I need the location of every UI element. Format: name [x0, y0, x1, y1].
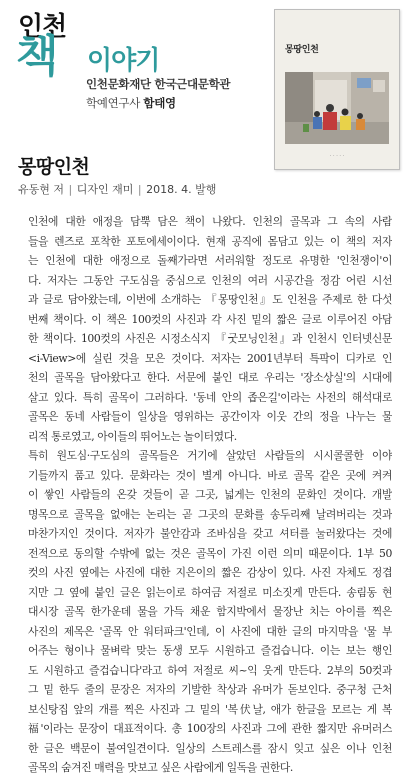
cover-photo [285, 72, 389, 144]
text-line: 한 글은 백문이 불여일견이다. 일상의 스트레스를 잠시 잊고 싶은 이나 인천 [28, 741, 392, 755]
cover-footer: · · · · · [329, 153, 345, 159]
text-line: 골목은 동네 사람들이 일상을 영위하는 공간이자 이웃 간의 정을 나누는 물 [28, 410, 392, 423]
book-date: 2018. 4. 발행 [146, 183, 217, 196]
paragraph-2 [17, 446, 392, 778]
text-line: 그 밑 한두 줄의 문장은 저자의 기발한 착상과 유머가 돋보인다. 중구청 근처 [28, 683, 392, 696]
text-line: 번째 책이다. 이 책은 100컷의 사진과 각 사진 밑의 짧은 글로 이루어진 아담 [28, 312, 392, 326]
column-title-story: 이야기 [87, 46, 160, 76]
text-line: 살고 있다. 특히 골목이 그러하다. '동네 안의 좁은길'이라는 사전의 해석대로 [28, 390, 392, 404]
meta-separator: | [137, 183, 142, 196]
cover-title: 몽땅인천 [285, 45, 319, 55]
text-line: 보신탕집 앞의 개를 찍은 사진과 그 밑의 '복伏날, 애가 한글을 모르는 게 복 [28, 702, 392, 716]
author-role: 학예연구사 [86, 96, 141, 110]
paragraph-1 [17, 212, 392, 446]
text-line: 특히 원도심·구도심의 골목들은 거기에 살았던 사람들의 시시콜콜한 이야 [28, 449, 392, 462]
text-line: 인천에 대한 애정을 담뿍 담은 책이 나왔다. 인천의 골목과 그 속의 사람 [28, 215, 392, 228]
text-line: 천의 골목을 담아왔다고 한다. 서문에 붙인 대로 우리는 '장소상실'의 시대에 [28, 371, 392, 384]
text-line: 들을 렌즈로 포착한 포토에세이이다. 현재 공직에 몸담고 있는 이 책의 저자 [28, 234, 392, 248]
book-author: 유동현 저 [18, 183, 65, 196]
text-line: 다. 저자는 그동안 구도심을 중심으로 인천의 여러 시공간을 정감 어린 시선 [28, 273, 392, 287]
book-meta [18, 181, 216, 197]
text-line: 지만 그 옆에 붙인 글은 읽는이로 하여금 저절로 미소짓게 만든다. 송림동 현 [28, 585, 392, 599]
text-line: 마찬가지인 것이다. 저자가 불안감과 조바심을 갖고 셔터를 눌러왔다는 것에 [28, 527, 392, 540]
author-name: 함태영 [143, 96, 176, 110]
text-line: 전적으로 동의할 수밖에 없는 것은 골목이 가진 이런 의미 때문이다. 1부 50 [28, 546, 392, 560]
text-line: 사진의 제목은 '골목 안 워터파크'인데, 이 사진에 대한 글의 마지막을 '물 부 [28, 624, 392, 638]
text-line: 명목으로 골목을 없애는 논리는 곧 그곳의 문화를 송두리째 날려버리는 것과 [28, 507, 392, 521]
article-body [17, 212, 392, 778]
text-line: 이 쌓인 사람들의 온갖 것들이 곧 그곳, 넓게는 인천의 문화인 것이다. 개발 [28, 488, 392, 501]
text-line: 는 인천에 대한 애정으로 돌째가라면 서러워할 정도로 유명한 '인천쟁이'이 [28, 254, 392, 267]
column-title-incheon: 인천 [18, 12, 67, 42]
text-line: 한 책이다. 100컷의 사진은 시정소식지 『굿모닝인천』과 인천시 인터넷신문 [28, 332, 392, 345]
column-title-book: 책 [16, 31, 57, 82]
author-role-line [86, 94, 230, 113]
text-line: <i-View>에 실린 것을 모은 것이다. 저자는 2001년부터 특팍이 디카로 인 [28, 351, 392, 365]
text-line: 도 시원하고 즐겁습니다'라고 하여 저절로 씨~익 웃게 만든다. 2부의 50컷과 [28, 663, 392, 677]
text-line: 기들까지 품고 있다. 문화라는 것이 별게 아니다. 바로 골목 같은 곳에 켜켜 [28, 468, 392, 482]
author-block [86, 75, 230, 113]
text-line: 福'이라는 문장이 대표적이다. 총 100장의 사진과 그에 관한 짧지만 유머러스 [28, 722, 392, 735]
book-cover-image [274, 9, 400, 170]
text-line: 과 글로 담아왔는데, 이번에 소개하는 『몽땅인천』도 인천을 주제로 한 다섯 [28, 293, 392, 306]
author-affiliation: 인천문화재단 한국근대문학관 [86, 77, 231, 91]
meta-separator: | [68, 183, 73, 196]
text-line: 어주는 형이나 물벼락 맞는 동생 모두 시원하고 즐겁습니다. 이는 보는 행인 [28, 644, 392, 657]
text-line: 컷의 사진 옆에는 사진에 대한 지은이의 짧은 감상이 있다. 사진 자체도 정겹 [28, 566, 392, 579]
book-design: 디자인 재미 [76, 183, 134, 196]
text-line: 대시장 골목 한가운데 물을 가득 채운 함지박에서 물장난 치는 아이를 찍은 [28, 605, 392, 618]
book-title: 몽땅인천 [18, 156, 90, 178]
text-line: 리적 통로였고, 아이들의 뛰어노는 놀이터였다. [28, 429, 237, 443]
text-line: 골목의 숨겨진 매력을 맛보고 싶은 사람에게 일독을 권한다. [28, 761, 293, 774]
